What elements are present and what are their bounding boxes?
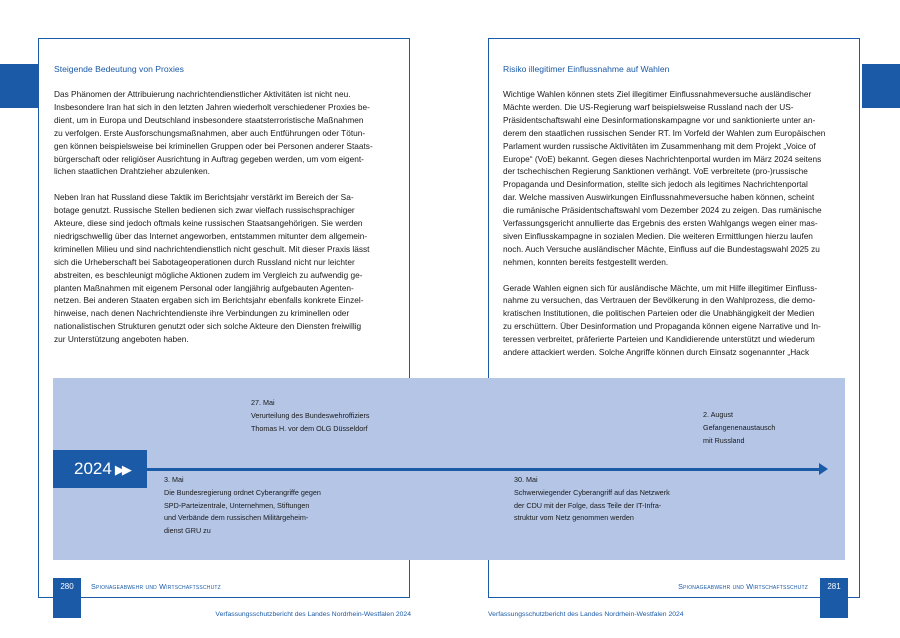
timeline-event-aug2: 2. August Gefangenenaustausch mit Russland [703,410,776,445]
timeline-event-may3: 3. Mai Die Bundesregierung ordnet Cyberangriffe gegen SPD-Parteizentrale, Unternehmen, Stiftungen und Verbände dem russischen Militärgeheim- dienst GRU zu [164,475,321,536]
left-paragraph-1: Das Phänomen der Attribuierung nachrichtendienstlicher Aktivitäten ist nicht neu. Insbesondere Iran hat sich in den letzten Jahren wiederholt verschiedener Proxies be- dient, um in Europa und Deutschland insbesondere staatsterroristische Maßnahmen zu verfolgen. Erste Ausforschungsmaßnahmen, aber auch Entführungen oder Tötun- gen können beispielsweise bei kriminellen Gruppen oder bei Personen anderer Staats- bürgerschaft oder religiöser Ausrichtung in Auftrag gegeben werden, um vom eigent- lichen staatlichen Drahtzieher abzulenken. [54,89,373,177]
right-paragraph-2: Gerade Wahlen eignen sich für ausländische Mächte, um mit Hilfe illegitimer Einfluss- nahme zu versuchen, das Vertrauen der Bevölkerung in den Wahlprozess, die demo- kratischen Institutionen, die politischen Parteien oder die Unabhängigkeit der Medien zu erschüttern. Über Desinformation und Propaganda können eigene Narrative und In- teressen verbreitet, präferierte Parteien und Kandidierende unterstützt und wiederum andere attackiert werden. Solche Angriffe können durch Einsatz sogenannter „Hack [503,282,821,358]
left-edge-tab [0,64,38,108]
right-chapter-title: Spionageabwehr und Wirtschaftsschutz [678,582,808,591]
left-section-heading: Steigende Bedeutung von Proxies [54,64,184,74]
left-footer: Verfassungsschutzbericht des Landes Nordrhein-Westfalen 2024 [215,611,411,618]
right-paragraph-1: Wichtige Wahlen können stets Ziel illegitimer Einflussnahmeversuche ausländischer Mächte werden. Die US-Regierung warf beispielsweise Russland nach der US- Präsidentschaftswahl eine Desinformationskampagne vor und sanktionierte unter an- derem den staatlichen russischen Sender RT. Im Vorfeld der Wahlen zum Europäischen Parlament wurden russische Aktivitäten im Zusammenhang mit dem Projekt „Voice of Europe“ (VoE) bekannt. Gegen dieses Nachrichtenportal wurden im März 2024 seitens der tschechischen Regierung Sanktionen verhängt. VoE verbreitete (pro-)russische Propaganda und Desinformation, stellte sich jedoch als legitimes Nachrichtenportal dar. Welche massiven Auswirkungen Einflussnahmeversuche haben können, scheint die rumänische Präsidentschaftswahl vom Dezember 2024 zu zeigen. Das rumänische Verfassungsgericht annullierte das Ergebnis des ersten Wahlgangs wegen einer mas- siven Einflusskampagne in sozialen Medien. Die weiteren Ermittlungen hierzu laufen noch. Auch Versuche ausländischer Mächte, Einfluss auf die Bundestagswahl 2025 zu nehmen, konnten bereits festgestellt werden. [503,89,826,267]
timeline-event-may27: 27. Mai Verurteilung des Bundeswehroffiziers Thomas H. vor dem OLG Düsseldorf [251,398,370,433]
fast-forward-icon: ▶▶ [114,462,129,477]
timeline-event-may30: 30. Mai Schwerwiegender Cyberangriff auf das Netzwerk der CDU mit der Folge, dass Teile der IT-Infra- struktur vom Netz genommen werden [514,475,670,523]
timeline-year: 2024 [74,459,112,478]
left-body-text [54,88,404,359]
right-page-number: 281 [820,578,848,618]
right-footer: Verfassungsschutzbericht des Landes Nordrhein-Westfalen 2024 [488,611,684,618]
left-chapter-title: Spionageabwehr und Wirtschaftsschutz [91,582,221,591]
timeline-year-label [53,450,147,488]
timeline-arrow-icon [819,463,828,475]
right-edge-tab [862,64,900,108]
left-page-number: 280 [53,578,81,618]
timeline-2024 [53,378,845,560]
timeline-axis [147,468,819,471]
right-body-text [503,88,853,372]
left-paragraph-2: Neben Iran hat Russland diese Taktik im Berichtsjahr verstärkt im Bereich der Sa- botage genutzt. Russische Stellen bedienen sich zwar vielfach russischsprachiger Akteure, diese sind jedoch oftmals keine russischen Staatsangehörigen. Sie werden niedrigschwellig über das Internet angeworben, entstammen mitunter dem allgemein- kriminellen Milieu und sind nachrichtendienstlich nicht geschult. Mit dieser Praxis lässt sich die Urheberschaft bei Sabotageoperationen durch Russland nicht nur leichter abstreiten, es beschleunigt mögliche Aktionen zudem im Vergleich zu aufwendig ge- planten Maßnahmen mit eigenem Personal oder langjährig aufgebauten Agenten- netzen. Bei anderen Staaten ergaben sich im Berichtsjahr ebenfalls konkrete Einzel- hinweise, nach denen Nachrichtendienste ihre Verbindungen zu kriminellen oder nationalistischen Strukturen genutzt oder sich solche Akteure den Diensten freiwillig zur Unterstützung angeboten haben. [54,192,370,345]
right-section-heading: Risiko illegitimer Einflussnahme auf Wahlen [503,64,670,74]
